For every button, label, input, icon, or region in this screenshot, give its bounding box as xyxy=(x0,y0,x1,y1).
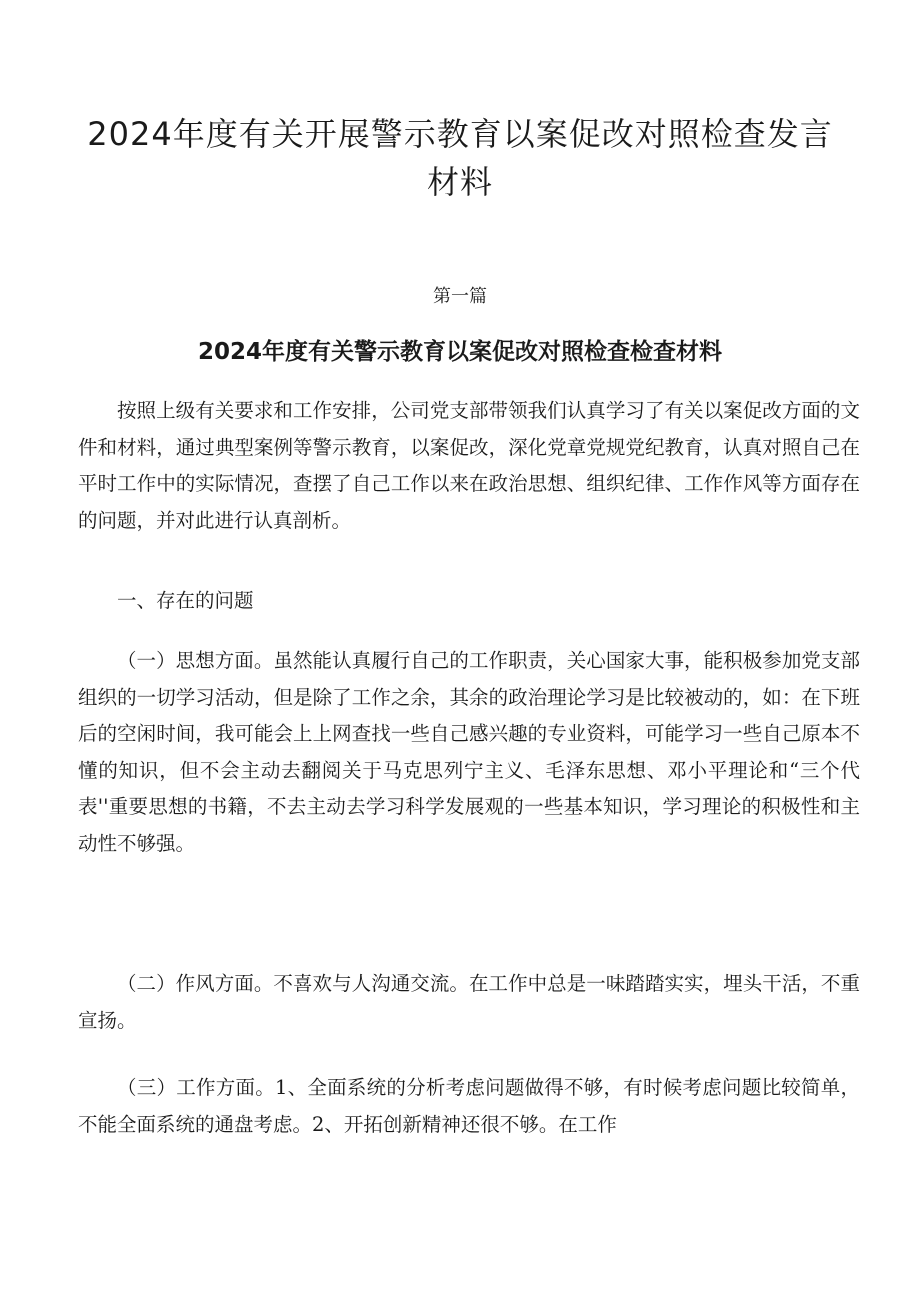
paragraph-work-style: （二）作风方面。不喜欢与人沟通交流。在工作中总是一味踏踏实实，埋头干活，不重宣扬。 xyxy=(78,972,860,1032)
section-title: 2024年度有关警示教育以案促改对照检查检查材料 xyxy=(197,339,722,365)
paragraph-ideology: （一）思想方面。虽然能认真履行自己的工作职责，关心国家大事，能积极参加党支部组织的一切学习活动，但是除了工作之余，其余的政治理论学习是比较被动的，如：在下班后的空闲时间，我可能会上上网查找一些自己感兴趣的专业资料，可能学习一些自己原本不懂的知识，但不会主动去翻阅关于马克思列宁主义、毛泽东思想、邓小平理论和“三个代表''重要思想的书籍，不去主动去学习科学发展观的一些基本知识，学习理论的积极性和主动性不够强。 xyxy=(78,649,860,855)
document-title: 2024年度有关开展警示教育以案促改对照检查发言材料 xyxy=(87,115,833,201)
intro-paragraph: 按照上级有关要求和工作安排，公司党支部带领我们认真学习了有关以案促改方面的文件和材料，通过典型案例等警示教育，以案促改，深化党章党规党纪教育，认真对照自己在平时工作中的实际情况，查摆了自己工作以来在政治思想、组织纪律、工作作风等方面存在的问题，并对此进行认真剖析。 xyxy=(78,399,860,532)
paragraph-work: （三）工作方面。1、全面系统的分析考虑问题做得不够，有时候考虑问题比较简单，不能全面系统的通盘考虑。2、开拓创新精神还很不够。在工作 xyxy=(78,1076,860,1136)
section-label: 第一篇 xyxy=(433,286,487,307)
heading-existing-problems: 一、存在的问题 xyxy=(117,589,254,612)
